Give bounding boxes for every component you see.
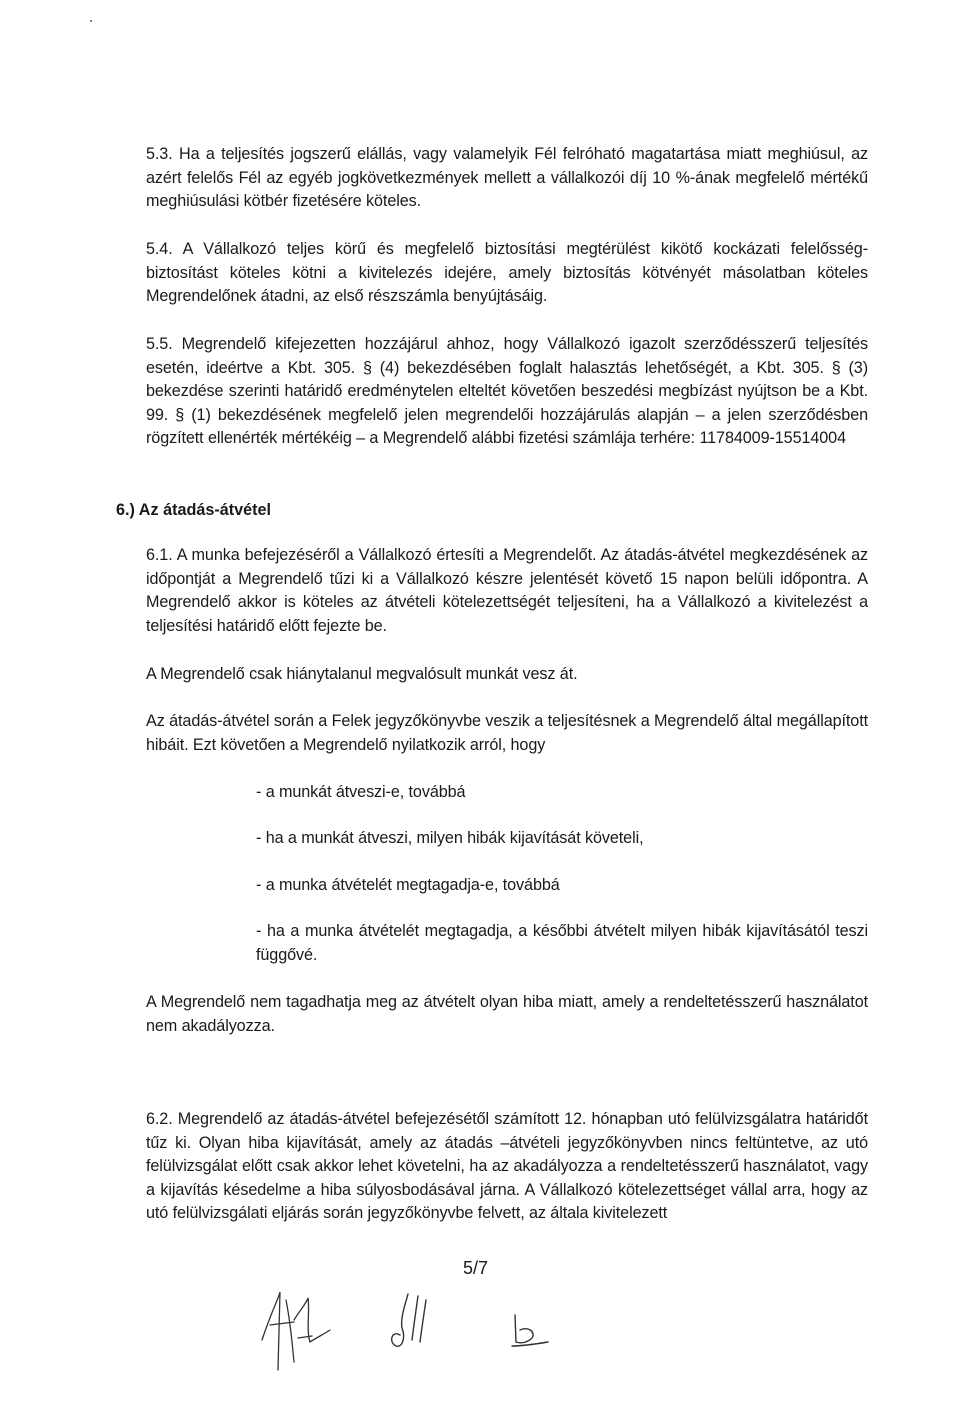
section-5-3-text: 5.3. Ha a teljesítés jogszerű elállás, vagy valamelyik Fél felróható magatartása miatt meghiúsul, az azért felelős Fél az egyéb jogkövetkezmények mellett a vállalkozói díj 10 %-ának megfelelő mértékű meghiúsulási kötbér fizetésére köteles. xyxy=(146,145,868,210)
para-6-1-b-text: A Megrendelő csak hiánytalanul megvalósult munkát vesz át. xyxy=(146,665,578,683)
para-6-1-c-text: Az átadás-átvétel során a Felek jegyzőkönyvbe veszik a teljesítésnek a Megrendelő által megállapított hibáit. Ezt követően a Megrendelő nyilatkozik arról, hogy xyxy=(146,712,868,754)
page-number: 5/7 xyxy=(463,1258,489,1278)
section-6-2 xyxy=(146,1108,868,1226)
scan-speck xyxy=(90,20,92,22)
para-6-1-d-text: A Megrendelő nem tagadhatja meg az átvételt olyan hiba miatt, amely a rendeltetésszerű használatot nem akadályozza. xyxy=(146,993,868,1035)
list-item xyxy=(256,920,868,967)
heading-6: 6.) Az átadás-átvétel xyxy=(116,501,272,519)
list-item-text: - a munkát átveszi-e, továbbá xyxy=(256,783,466,801)
signature-1 xyxy=(262,1292,330,1370)
para-6-1-b xyxy=(146,663,868,687)
section-5-4 xyxy=(146,238,868,309)
list-item-text: - a munka átvételét megtagadja-e, továbbá xyxy=(256,876,560,894)
signature-3 xyxy=(512,1315,548,1346)
section-5-4-text: 5.4. A Vállalkozó teljes körű és megfelelő biztosítási megtérülést kikötő kockázati felelősség-biztosítást köteles kötni a kivitelezés idejére, amely biztosítás kötvényét másolatban köteles Megrendelőnek átadni, az első részszámla benyújtásáig. xyxy=(146,240,868,305)
list-item-text: - ha a munka átvételét megtagadja, a későbbi átvételt milyen hibák kijavításától teszi függővé. xyxy=(256,922,868,964)
list-item xyxy=(256,781,868,805)
section-6-1 xyxy=(146,544,868,638)
list-item xyxy=(256,874,868,898)
section-5-3 xyxy=(146,143,868,214)
list-item xyxy=(256,827,868,851)
section-5-5-text: 5.5. Megrendelő kifejezetten hozzájárul ahhoz, hogy Vállalkozó igazolt szerződésszerű teljesítés esetén, ideértve a Kbt. 305. § (4) bekezdésében foglalt halasztás lehetőségét, a Kbt. 305. § (3) bekezdése szerinti határidő eredménytelen elteltét követően beszedési megbízást nyújtson be a Kbt. 99. § (1) bekezdésének megfelelő jelen megrendelői hozzájárulás alapján – a jelen szerződésben rögzített ellenérték mértékéig – a Megrendelő alábbi fizetési számlája terhére: 11784009-15514004 xyxy=(146,335,868,447)
list-item-text: - ha a munkát átveszi, milyen hibák kijavítását követeli, xyxy=(256,829,644,847)
signature-2 xyxy=(392,1294,426,1346)
section-6-1-text: 6.1. A munka befejezéséről a Vállalkozó értesíti a Megrendelőt. Az átadás-átvétel megkezdésének az időpontját a Megrendelő tűzi ki a Vállalkozó készre jelentését követő 15 napon belüli időpontra. A Megrendelő akkor is köteles az átvételi kötelezettségét teljesíteni, ha a Vállalkozó a kivitelezést a teljesítési határidő előtt fejezte be. xyxy=(146,546,868,635)
section-6-2-text: 6.2. Megrendelő az átadás-átvétel befejezésétől számított 12. hónapban utó felülvizsgálatra határidőt tűz ki. Olyan hiba kijavítását, amely az átadás –átvételi jegyzőkönyvben nincs feltüntetve, az utó felülvizsgálat előtt csak akkor lehet követelni, ha az akadályozza a rendeltetésszerű használatot, vagy a kijavítás késedelme a hiba súlyosbodásával járna. A Vállalkozó kötelezettséget vállal arra, hogy az utó felülvizsgálati eljárás során jegyzőkönyvbe felvett, az általa kivitelezett xyxy=(146,1110,868,1222)
para-6-1-d xyxy=(146,991,868,1038)
para-6-1-c xyxy=(146,710,868,757)
section-5-5 xyxy=(146,333,868,451)
signatures xyxy=(250,1280,570,1380)
